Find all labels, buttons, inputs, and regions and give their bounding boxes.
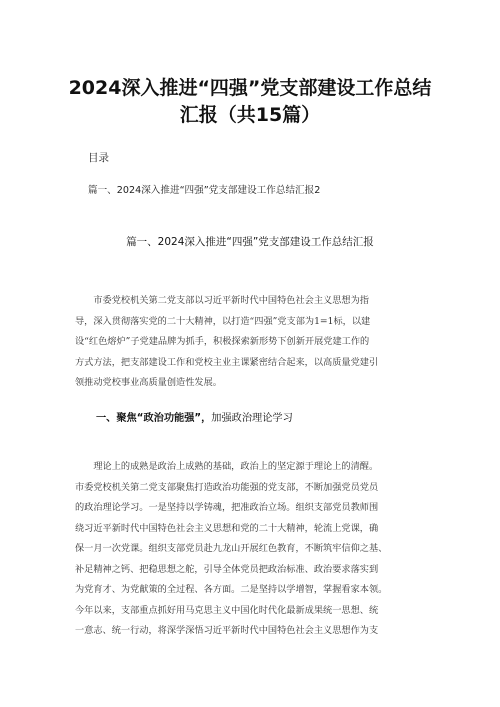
section-title: 篇一、2024深入推进“四强”党支部建设工作总结汇报 bbox=[126, 236, 374, 248]
paragraph-line: 一意志、统一行动，将深学深悟习近平新时代中国特色社会主义思想作为支 bbox=[75, 625, 379, 636]
section-subheading bbox=[96, 409, 293, 424]
paragraph-line: 保一月一次党课。组织支部党员赴九龙山开展红色教育，不断筑牢信仰之基、 bbox=[75, 543, 388, 554]
paragraph-line: 的政治理论学习。一是坚持以学铸魂，把准政治立场。组织支部党员教师围 bbox=[75, 502, 379, 513]
paragraph-line: 理论上的成熟是政治上成熟的基础，政治上的坚定源于理论上的清醒。 bbox=[75, 461, 379, 472]
paragraph-line: 设“红色熔炉”子党建品牌为抓手，积极探索新形势下创新开展党建工作的 bbox=[75, 336, 370, 347]
paragraph-line: 领推动党校事业高质量创造性发展。 bbox=[75, 377, 222, 388]
paragraph-line: 市委党校机关第二党支部聚焦打造政治功能强的党支部，不断加强党员党员 bbox=[75, 481, 379, 493]
body-paragraph-2 bbox=[75, 457, 429, 642]
subheading-rest: 加强政治理论学习 bbox=[211, 413, 293, 424]
toc-heading: 目录 bbox=[88, 152, 109, 164]
paragraph-line: 绕习近平新时代中国特色社会主义思想和党的二十大精神，轮流上党课，确 bbox=[75, 522, 379, 534]
paragraph-line: 今年以来，支部重点抓好用马克思主义中国化时代化最新成果统一思想、统 bbox=[75, 604, 379, 616]
document-title-line-1: 2024深入推进“四强”党支部建设工作总结 bbox=[68, 77, 432, 99]
paragraph-line: 方式方法，把支部建设工作和党校主业主课紧密结合起来，以高质量党建引 bbox=[75, 356, 379, 368]
paragraph-line: 补足精神之钙、把稳思想之舵，引导全体党员把政治标准、政治要求落实到 bbox=[75, 563, 379, 575]
toc-entry[interactable]: 篇一、2024深入推进“四强”党支部建设工作总结汇报2 bbox=[88, 185, 321, 196]
body-paragraph-1 bbox=[75, 291, 429, 394]
document-title-line-2: 汇报（共15篇） bbox=[179, 104, 321, 126]
subheading-bold: 一、聚焦“政治功能强”， bbox=[96, 413, 212, 424]
paragraph-line: 导，深入贯彻落实党的二十大精神，以打造“四强”党支部为1=1标，以建 bbox=[75, 315, 371, 327]
paragraph-line: 市委党校机关第二党支部以习近平新时代中国特色社会主义思想为指 bbox=[75, 295, 369, 306]
paragraph-line: 为党育才、为党献策的全过程、各方面。二是坚持以学增智，掌握看家本领。 bbox=[75, 584, 388, 595]
